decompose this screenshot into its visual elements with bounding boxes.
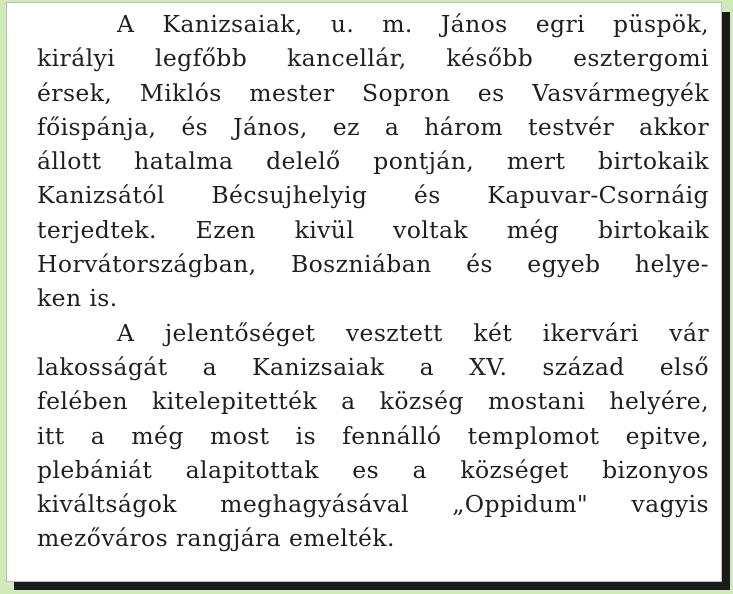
text-line: állott hatalma delelő pontján, mert birtokaik (37, 147, 709, 176)
text-line: A jelentőséget vesztett két ikervári vár (117, 318, 709, 347)
text-line: érsek, Miklós mester Sopron es Vasvármegyék (37, 78, 709, 107)
text-line: főispánja, és János, ez a három testvér akkor (37, 112, 709, 141)
text-line: mezőváros rangjára emelték. (37, 524, 395, 553)
text-line: terjedtek. Ezen kivül voltak még birtokaik (37, 215, 709, 244)
text-line: lakosságát a Kanizsaiak a XV. század első (37, 352, 709, 381)
text-line: itt a még most is fennálló templomot epitve, (37, 421, 709, 450)
scanned-page (6, 2, 722, 582)
text-line: kiváltságok meghagyásával „Oppidum" vagyis (37, 490, 709, 519)
text-line: plebániát alapitottak es a községet bizonyos (37, 455, 709, 484)
text-block (37, 7, 709, 556)
text-line: A Kanizsaiak, u. m. János egri püspök, (117, 10, 709, 38)
text-line: Horvátországban, Boszniában és egyeb helye- (37, 250, 709, 279)
paragraph-2 (37, 316, 709, 556)
text-line: ken is. (37, 284, 118, 313)
text-line: királyi legfőbb kancellár, később esztergomi (37, 44, 709, 73)
paragraph-1 (37, 7, 709, 316)
text-line: Kanizsától Bécsujhelyig és Kapuvar-Csornáig (37, 181, 709, 210)
text-line: felében kitelepitették a község mostani helyére, (37, 387, 709, 416)
